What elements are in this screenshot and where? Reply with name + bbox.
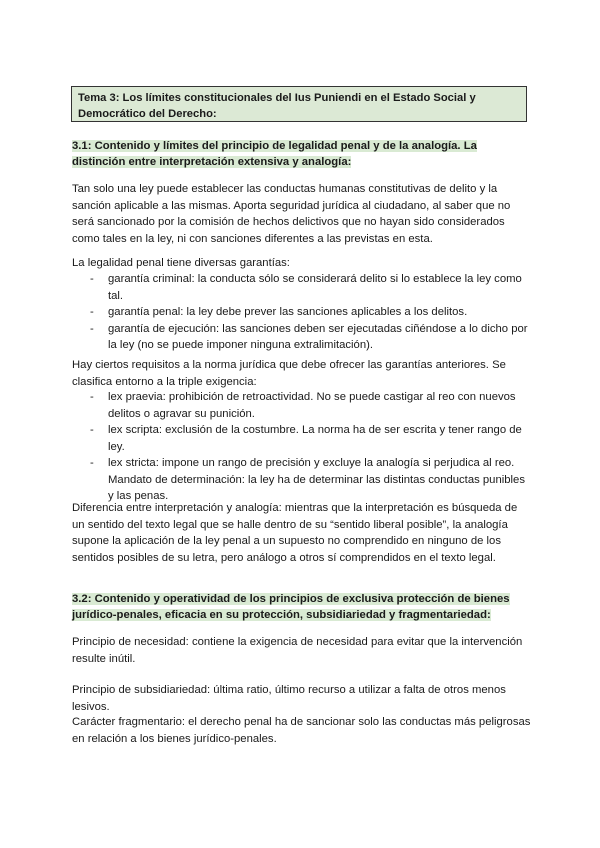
list-item: - lex scripta: exclusión de la costumbre. La norma ha de ser escrita y tener rango de ley. xyxy=(90,424,522,453)
paragraph-subsidiarity-principle: Principio de subsidiariedad: última ratio, último recurso a utilizar a falta de otros menos lesivos. xyxy=(72,684,506,713)
section-heading-3-1 xyxy=(72,138,532,170)
paragraph-fragmentary-character: Carácter fragmentario: el derecho penal ha de sancionar solo las conductas más peligrosas en relación a los bienes jurídico-penales. xyxy=(72,716,531,745)
list-item: - lex stricta: impone un rango de precisión y excluye la analogía si perjudica al reo. Mandato de determinación: la ley ha de determinar las distintas conductas punibles y las penas. xyxy=(90,457,525,502)
list-item: - garantía de ejecución: las sanciones deben ser ejecutadas ciñéndose a lo dicho por la ley (no se puede imponer ninguna extralimitación). xyxy=(90,322,528,351)
list-bullet: - xyxy=(90,391,94,403)
list-item: - lex praevia: prohibición de retroactividad. No se puede castigar al reo con nuevos delitos o agravar su punición. xyxy=(90,391,516,420)
paragraph-necessity-principle: Principio de necesidad: contiene la exigencia de necesidad para evitar que la intervención resulte inútil. xyxy=(72,636,523,665)
paragraph-guarantees-intro: La legalidad penal tiene diversas garantías: xyxy=(72,257,290,269)
list-bullet: - xyxy=(90,273,94,285)
list-bullet: - xyxy=(90,322,94,335)
section-heading-3-1-text: 3.1: Contenido y límites del principio de legalidad penal y de la analogía. La distinción entre interpretación extensiva y analogía: xyxy=(72,140,477,168)
list-item: - garantía criminal: la conducta sólo se considerará delito si lo establece la ley como tal. xyxy=(90,273,522,302)
paragraph-requirements-intro: Hay ciertos requisitos a la norma jurídica que debe ofrecer las garantías anteriores. Se clasifica entorno a la triple exigencia: xyxy=(72,359,506,388)
paragraph-legal-reserve: Tan solo una ley puede establecer las conductas humanas constitutivas de delito y la sanción aplicable a las mismas. Aporta seguridad jurídica al ciudadano, al saber que no será sancionado por la comisión de hechos delictivos que no hayan sido considerados como tales en la ley, ni con sanciones diferentes a las previstas en esta. xyxy=(72,183,511,245)
requirements-list xyxy=(72,389,532,505)
section-heading-3-2-text: 3.2: Contenido y operatividad de los principios de exclusiva protección de bienes jurídico-penales, eficacia en su protección, subsidiariedad y fragmentariedad: xyxy=(72,593,510,621)
list-bullet: - xyxy=(90,457,94,469)
guarantees-list xyxy=(72,271,532,354)
list-bullet: - xyxy=(90,306,94,318)
list-bullet: - xyxy=(90,424,94,436)
section-heading-3-2 xyxy=(72,591,532,623)
paragraph-interpretation-vs-analogy: Diferencia entre interpretación y analogía: mientras que la interpretación es búsqueda de un sentido del texto legal que se halle dentro de su “sentido liberal posible”, la analogía supone la aplicación de la ley penal a un supuesto no comprendido en ninguno de los sentidos posibles de su letra, pero análogo a otros sí comprendidos en el texto legal. xyxy=(72,502,518,564)
topic-title-box xyxy=(71,86,527,122)
topic-title: Tema 3: Los límites constitucionales del Ius Puniendi en el Estado Social y Democrático del Derecho: xyxy=(78,92,476,120)
list-item: - garantía penal: la ley debe prever las sanciones aplicables a los delitos. xyxy=(72,304,532,321)
